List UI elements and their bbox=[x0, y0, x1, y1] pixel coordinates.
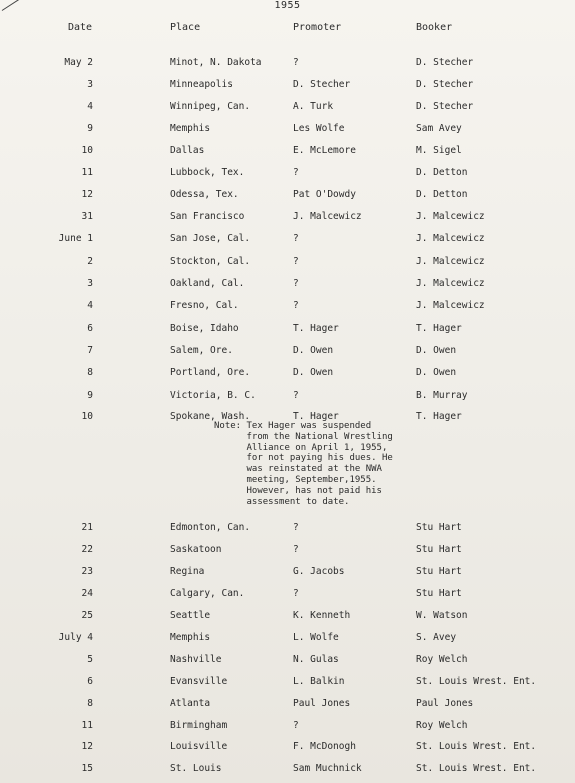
row-date: 4 bbox=[87, 300, 93, 311]
row-promoter: ? bbox=[293, 256, 299, 267]
row-promoter: Sam Muchnick bbox=[293, 763, 362, 774]
row-promoter: F. McDonogh bbox=[293, 741, 356, 752]
row-place: Calgary, Can. bbox=[170, 588, 245, 599]
row-date: 22 bbox=[81, 544, 93, 555]
row-booker: D. Owen bbox=[416, 367, 457, 378]
table-row bbox=[0, 278, 575, 292]
table-row bbox=[0, 544, 575, 558]
row-place: Atlanta bbox=[170, 698, 211, 709]
table-row bbox=[0, 763, 575, 777]
row-booker: D. Owen bbox=[416, 345, 457, 356]
row-promoter: A. Turk bbox=[293, 101, 334, 112]
row-date: 10 bbox=[81, 145, 93, 156]
row-booker: W. Watson bbox=[416, 610, 468, 621]
row-booker: D. Stecher bbox=[416, 101, 474, 112]
table-row bbox=[0, 698, 575, 712]
row-date: 4 bbox=[87, 101, 93, 112]
table-row bbox=[0, 101, 575, 115]
table-row bbox=[0, 123, 575, 137]
row-place: Edmonton, Can. bbox=[170, 522, 251, 533]
row-promoter: ? bbox=[293, 522, 299, 533]
table-row bbox=[0, 300, 575, 314]
table-row bbox=[0, 367, 575, 381]
row-booker: T. Hager bbox=[416, 323, 462, 334]
row-booker: Paul Jones bbox=[416, 698, 474, 709]
row-date: 23 bbox=[81, 566, 93, 577]
row-date: 25 bbox=[81, 610, 93, 621]
row-booker: J. Malcewicz bbox=[416, 300, 485, 311]
row-place: Saskatoon bbox=[170, 544, 222, 555]
row-promoter: ? bbox=[293, 57, 299, 68]
table-row bbox=[0, 654, 575, 668]
row-date: 3 bbox=[87, 79, 93, 90]
table-row bbox=[0, 79, 575, 93]
row-promoter: ? bbox=[293, 300, 299, 311]
row-promoter: ? bbox=[293, 544, 299, 555]
row-date: 11 bbox=[81, 720, 93, 731]
row-promoter: ? bbox=[293, 390, 299, 401]
row-booker: J. Malcewicz bbox=[416, 211, 485, 222]
row-booker: St. Louis Wrest. Ent. bbox=[416, 676, 537, 687]
row-date: 12 bbox=[81, 189, 93, 200]
table-row bbox=[0, 345, 575, 359]
row-booker: J. Malcewicz bbox=[416, 233, 485, 244]
table-row bbox=[0, 610, 575, 624]
row-place: St. Louis bbox=[170, 763, 222, 774]
row-booker: Stu Hart bbox=[416, 566, 462, 577]
row-date: 9 bbox=[87, 123, 93, 134]
row-date: 8 bbox=[87, 367, 93, 378]
row-date: 9 bbox=[87, 390, 93, 401]
table-row bbox=[0, 323, 575, 337]
table-row bbox=[0, 566, 575, 580]
row-booker: M. Sigel bbox=[416, 145, 462, 156]
row-promoter: K. Kenneth bbox=[293, 610, 351, 621]
row-date: July 4 bbox=[58, 632, 93, 643]
row-promoter: ? bbox=[293, 167, 299, 178]
row-booker: Roy Welch bbox=[416, 654, 468, 665]
row-booker: Stu Hart bbox=[416, 588, 462, 599]
row-date: 3 bbox=[87, 278, 93, 289]
row-place: Lubbock, Tex. bbox=[170, 167, 245, 178]
row-place: Dallas bbox=[170, 145, 205, 156]
column-header-booker: Booker bbox=[416, 22, 453, 33]
row-place: San Francisco bbox=[170, 211, 245, 222]
row-booker: T. Hager bbox=[416, 411, 462, 422]
row-date: June 1 bbox=[58, 233, 93, 244]
row-promoter: D. Owen bbox=[293, 345, 334, 356]
row-booker: D. Stecher bbox=[416, 79, 474, 90]
row-promoter: ? bbox=[293, 588, 299, 599]
row-promoter: ? bbox=[293, 233, 299, 244]
row-booker: Stu Hart bbox=[416, 522, 462, 533]
row-promoter: Pat O'Dowdy bbox=[293, 189, 356, 200]
row-promoter: T. Hager bbox=[293, 411, 339, 422]
row-promoter: E. McLemore bbox=[293, 145, 356, 156]
row-place: Evansville bbox=[170, 676, 228, 687]
row-date: 10 bbox=[81, 411, 93, 422]
table-row bbox=[0, 233, 575, 247]
row-place: Louisville bbox=[170, 741, 228, 752]
row-date: 21 bbox=[81, 522, 93, 533]
row-promoter: L. Wolfe bbox=[293, 632, 339, 643]
row-place: Odessa, Tex. bbox=[170, 189, 239, 200]
table-row bbox=[0, 676, 575, 690]
row-date: 12 bbox=[81, 741, 93, 752]
page-year: 1955 bbox=[274, 0, 301, 11]
row-place: Boise, Idaho bbox=[170, 323, 239, 334]
row-promoter: J. Malcewicz bbox=[293, 211, 362, 222]
row-place: Birmingham bbox=[170, 720, 228, 731]
row-date: 11 bbox=[81, 167, 93, 178]
column-header-promoter: Promoter bbox=[293, 22, 342, 33]
row-place: Minot, N. Dakota bbox=[170, 57, 262, 68]
row-promoter: T. Hager bbox=[293, 323, 339, 334]
row-place: Nashville bbox=[170, 654, 222, 665]
row-place: Portland, Ore. bbox=[170, 367, 251, 378]
row-booker: Stu Hart bbox=[416, 544, 462, 555]
row-date: 15 bbox=[81, 763, 93, 774]
row-place: San Jose, Cal. bbox=[170, 233, 251, 244]
row-booker: St. Louis Wrest. Ent. bbox=[416, 741, 537, 752]
note-block: Note: Tex Hager was suspended from the National Wrestling Alliance on April 1, 1955, for not paying his dues. He was reinstated at the NWA meeting, September,1955. However, has not paid his assessment to date. bbox=[214, 421, 393, 507]
row-booker: D. Stecher bbox=[416, 57, 474, 68]
row-date: 7 bbox=[87, 345, 93, 356]
row-place: Spokane, Wash. bbox=[170, 411, 251, 422]
row-place: Regina bbox=[170, 566, 205, 577]
table-row bbox=[0, 211, 575, 225]
row-place: Memphis bbox=[170, 123, 211, 134]
table-row bbox=[0, 390, 575, 404]
column-header-date: Date bbox=[68, 22, 93, 33]
row-promoter: Les Wolfe bbox=[293, 123, 345, 134]
row-promoter: ? bbox=[293, 720, 299, 731]
row-place: Salem, Ore. bbox=[170, 345, 233, 356]
table-row bbox=[0, 167, 575, 181]
row-booker: B. Murray bbox=[416, 390, 468, 401]
table-row bbox=[0, 145, 575, 159]
row-booker: D. Detton bbox=[416, 167, 468, 178]
row-place: Memphis bbox=[170, 632, 211, 643]
row-date: 2 bbox=[87, 256, 93, 267]
table-row bbox=[0, 57, 575, 71]
row-date: 5 bbox=[87, 654, 93, 665]
column-header-place: Place bbox=[170, 22, 201, 33]
row-date: May 2 bbox=[64, 57, 93, 68]
table-row bbox=[0, 256, 575, 270]
table-row bbox=[0, 720, 575, 734]
row-booker: St. Louis Wrest. Ent. bbox=[416, 763, 537, 774]
table-row bbox=[0, 522, 575, 536]
row-place: Victoria, B. C. bbox=[170, 390, 256, 401]
row-place: Fresno, Cal. bbox=[170, 300, 239, 311]
row-date: 31 bbox=[81, 211, 93, 222]
row-promoter: G. Jacobs bbox=[293, 566, 345, 577]
row-place: Winnipeg, Can. bbox=[170, 101, 251, 112]
table-row bbox=[0, 588, 575, 602]
row-promoter: L. Balkin bbox=[293, 676, 345, 687]
row-booker: J. Malcewicz bbox=[416, 256, 485, 267]
row-booker: Sam Avey bbox=[416, 123, 462, 134]
table-row bbox=[0, 189, 575, 203]
row-promoter: D. Owen bbox=[293, 367, 334, 378]
row-promoter: Paul Jones bbox=[293, 698, 351, 709]
row-booker: Roy Welch bbox=[416, 720, 468, 731]
row-promoter: D. Stecher bbox=[293, 79, 351, 90]
row-promoter: ? bbox=[293, 278, 299, 289]
table-row bbox=[0, 632, 575, 646]
row-place: Oakland, Cal. bbox=[170, 278, 245, 289]
row-place: Seattle bbox=[170, 610, 211, 621]
row-date: 24 bbox=[81, 588, 93, 599]
row-booker: D. Detton bbox=[416, 189, 468, 200]
row-date: 8 bbox=[87, 698, 93, 709]
row-place: Minneapolis bbox=[170, 79, 233, 90]
row-date: 6 bbox=[87, 323, 93, 334]
row-place: Stockton, Cal. bbox=[170, 256, 251, 267]
table-row bbox=[0, 741, 575, 755]
row-booker: S. Avey bbox=[416, 632, 457, 643]
row-promoter: N. Gulas bbox=[293, 654, 339, 665]
row-date: 6 bbox=[87, 676, 93, 687]
row-booker: J. Malcewicz bbox=[416, 278, 485, 289]
